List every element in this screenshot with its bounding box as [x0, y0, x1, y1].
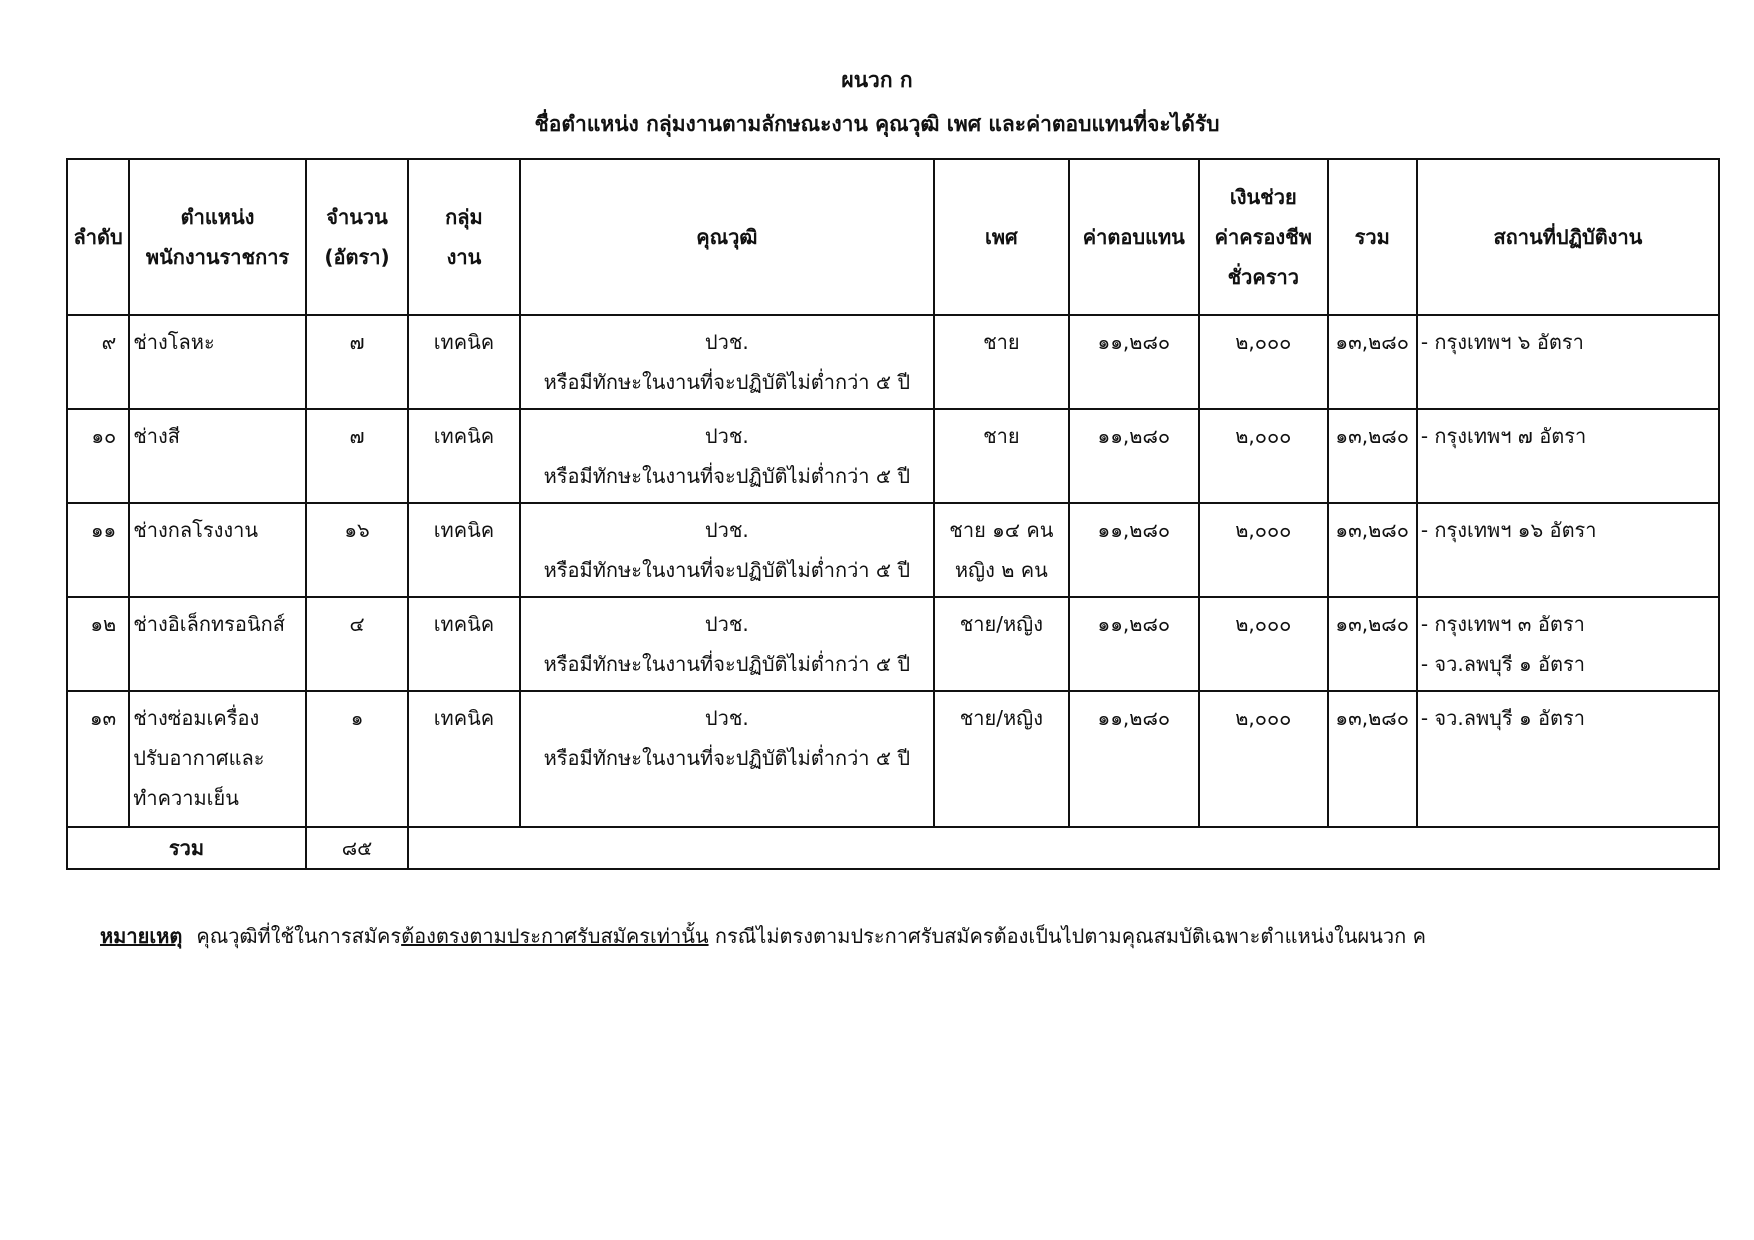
cell-compensation: ๑๑,๒๘๐: [1069, 409, 1199, 503]
cell-allowance: ๒,๐๐๐: [1199, 315, 1327, 409]
qualification-line: ปวช.: [704, 706, 749, 730]
cell-total: ๑๓,๒๘๐: [1328, 409, 1417, 503]
table-row: [67, 691, 1719, 827]
header-location: สถานที่ปฏิบัติงาน: [1417, 159, 1719, 315]
cell-total: ๑๓,๒๘๐: [1328, 597, 1417, 691]
header-position-line: พนักงานราชการ: [145, 245, 290, 269]
cell-location: [1417, 503, 1719, 597]
header-qualification: คุณวุฒิ: [520, 159, 935, 315]
header-allowance-line: เงินช่วย: [1229, 185, 1297, 209]
annex-title: ผนวก ก: [841, 68, 913, 92]
header-total: รวม: [1328, 159, 1417, 315]
cell-compensation: ๑๑,๒๘๐: [1069, 503, 1199, 597]
cell-total: ๑๓,๒๘๐: [1328, 315, 1417, 409]
gender-line: ชาย: [983, 330, 1020, 354]
cell-gender: [934, 597, 1068, 691]
location-line: - จว.ลพบุรี ๑ อัตรา: [1420, 652, 1585, 676]
qualification-line: ปวช.: [704, 612, 749, 636]
cell-order: ๑๓: [67, 691, 129, 827]
position-line: ช่างกลโรงงาน: [133, 518, 259, 542]
qualification-line: หรือมีทักษะในงานที่จะปฏิบัติไม่ต่ำกว่า ๕ ปี: [543, 746, 911, 770]
header-group: [408, 159, 519, 315]
location-line: - กรุงเทพฯ ๓ อัตรา: [1420, 612, 1585, 636]
table-row: [67, 597, 1719, 691]
header-count: [306, 159, 408, 315]
cell-gender: [934, 691, 1068, 827]
header-position-line: ตำแหน่ง: [180, 205, 255, 229]
cell-qualification: [520, 597, 935, 691]
cell-position: [129, 315, 306, 409]
cell-gender: [934, 409, 1068, 503]
position-line: ช่างสี: [133, 424, 180, 448]
footnote-label: หมายเหตุ: [100, 924, 183, 948]
cell-count: ๗: [306, 315, 408, 409]
cell-gender: [934, 315, 1068, 409]
cell-position: [129, 409, 306, 503]
qualification-line: หรือมีทักษะในงานที่จะปฏิบัติไม่ต่ำกว่า ๕ ปี: [543, 652, 911, 676]
cell-order: ๙: [67, 315, 129, 409]
cell-count: ๔: [306, 597, 408, 691]
header-count-line: (อัตรา): [324, 245, 390, 269]
table-row: [67, 315, 1719, 409]
gender-line: ชาย: [983, 424, 1020, 448]
cell-compensation: ๑๑,๒๘๐: [1069, 691, 1199, 827]
position-line: ทำความเย็น: [133, 786, 239, 810]
footnote: [100, 920, 1426, 952]
total-count: ๘๕: [306, 827, 408, 869]
cell-count: ๑: [306, 691, 408, 827]
footnote-text: คุณวุฒิที่ใช้ในการสมัคร: [196, 924, 402, 948]
cell-location: [1417, 315, 1719, 409]
total-row: [67, 827, 1719, 869]
position-line: ปรับอากาศและ: [133, 746, 265, 770]
cell-qualification: [520, 503, 935, 597]
qualification-line: หรือมีทักษะในงานที่จะปฏิบัติไม่ต่ำกว่า ๕ ปี: [543, 558, 911, 582]
header-position: [129, 159, 306, 315]
position-line: ช่างอิเล็กทรอนิกส์: [133, 612, 285, 636]
gender-line: หญิง ๒ คน: [954, 558, 1048, 582]
total-label: รวม: [67, 827, 306, 869]
header-group-line: กลุ่ม: [445, 205, 483, 229]
gender-line: ชาย ๑๔ คน: [949, 518, 1054, 542]
qualification-line: ปวช.: [704, 330, 749, 354]
gender-line: ชาย/หญิง: [959, 612, 1043, 636]
cell-group: เทคนิค: [408, 691, 519, 827]
cell-location: [1417, 409, 1719, 503]
cell-position: [129, 503, 306, 597]
cell-gender: [934, 503, 1068, 597]
qualification-line: หรือมีทักษะในงานที่จะปฏิบัติไม่ต่ำกว่า ๕ ปี: [543, 370, 911, 394]
positions-table: [66, 158, 1720, 870]
header-gender: เพศ: [934, 159, 1068, 315]
cell-location: [1417, 597, 1719, 691]
cell-position: [129, 597, 306, 691]
cell-compensation: ๑๑,๒๘๐: [1069, 597, 1199, 691]
cell-group: เทคนิค: [408, 503, 519, 597]
header-order: ลำดับ: [67, 159, 129, 315]
cell-allowance: ๒,๐๐๐: [1199, 691, 1327, 827]
cell-qualification: [520, 409, 935, 503]
header-allowance-line: ชั่วคราว: [1227, 265, 1299, 289]
cell-order: ๑๑: [67, 503, 129, 597]
header-count-line: จำนวน: [326, 205, 388, 229]
cell-allowance: ๒,๐๐๐: [1199, 503, 1327, 597]
table-row: [67, 409, 1719, 503]
location-line: - กรุงเทพฯ ๗ อัตรา: [1420, 424, 1587, 448]
table-row: [67, 503, 1719, 597]
location-line: - กรุงเทพฯ ๑๖ อัตรา: [1420, 518, 1597, 542]
header-row: [67, 159, 1719, 315]
gender-line: ชาย/หญิง: [959, 706, 1043, 730]
cell-group: เทคนิค: [408, 315, 519, 409]
cell-qualification: [520, 315, 935, 409]
position-line: ช่างโลหะ: [133, 330, 215, 354]
footnote-underlined-text: ต้องตรงตามประกาศรับสมัครเท่านั้น: [401, 924, 709, 948]
cell-order: ๑๒: [67, 597, 129, 691]
qualification-line: ปวช.: [704, 424, 749, 448]
header-allowance-line: ค่าครองชีพ: [1214, 225, 1312, 249]
qualification-line: หรือมีทักษะในงานที่จะปฏิบัติไม่ต่ำกว่า ๕ ปี: [543, 464, 911, 488]
cell-group: เทคนิค: [408, 597, 519, 691]
qualification-line: ปวช.: [704, 518, 749, 542]
cell-count: ๗: [306, 409, 408, 503]
position-line: ช่างซ่อมเครื่อง: [133, 706, 260, 730]
cell-allowance: ๒,๐๐๐: [1199, 409, 1327, 503]
header-allowance: [1199, 159, 1327, 315]
location-line: - กรุงเทพฯ ๖ อัตรา: [1420, 330, 1584, 354]
cell-location: [1417, 691, 1719, 827]
cell-total: ๑๓,๒๘๐: [1328, 503, 1417, 597]
cell-total: ๑๓,๒๘๐: [1328, 691, 1417, 827]
cell-group: เทคนิค: [408, 409, 519, 503]
footnote-text-rest: กรณีไม่ตรงตามประกาศรับสมัครต้องเป็นไปตามคุณสมบัติเฉพาะตำแหน่งในผนวก ค: [708, 924, 1426, 948]
location-line: - จว.ลพบุรี ๑ อัตรา: [1420, 706, 1585, 730]
cell-qualification: [520, 691, 935, 827]
cell-count: ๑๖: [306, 503, 408, 597]
cell-allowance: ๒,๐๐๐: [1199, 597, 1327, 691]
header-compensation: ค่าตอบแทน: [1069, 159, 1199, 315]
header-group-line: งาน: [446, 245, 482, 269]
cell-position: [129, 691, 306, 827]
cell-order: ๑๐: [67, 409, 129, 503]
cell-compensation: ๑๑,๒๘๐: [1069, 315, 1199, 409]
document-subtitle: ชื่อตำแหน่ง กลุ่มงานตามลักษณะงาน คุณวุฒิ เพศ และค่าตอบแทนที่จะได้รับ: [534, 112, 1220, 136]
total-empty-cell: [408, 827, 1719, 869]
